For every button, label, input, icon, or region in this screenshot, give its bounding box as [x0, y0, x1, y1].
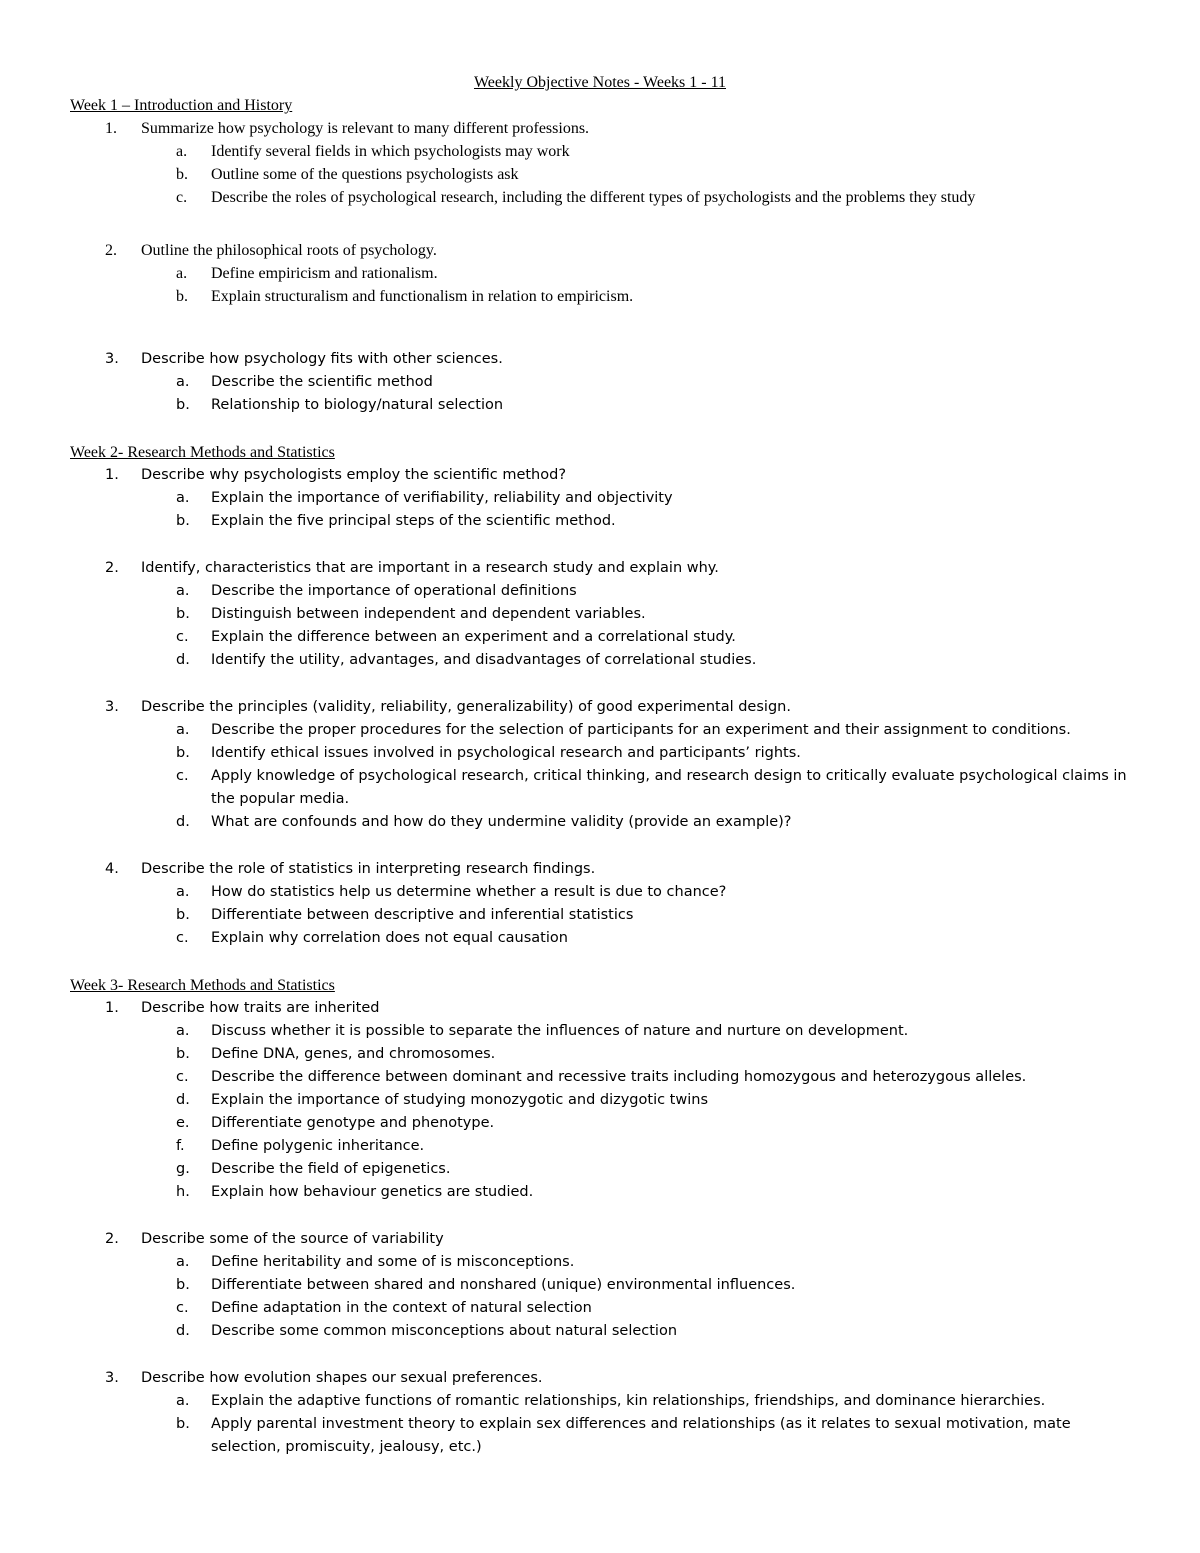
sub-objective-text: Define empiricism and rationalism.	[211, 265, 438, 282]
sub-objective-text: Relationship to biology/natural selection	[211, 397, 504, 413]
sub-objective-text: What are confounds and how do they undermine validity (provide an example)?	[211, 814, 792, 830]
sub-objective-item	[70, 904, 1140, 927]
sub-objective-item	[70, 1413, 1140, 1459]
sub-objective-letter: c.	[176, 768, 189, 784]
sub-objective-text: Distinguish between independent and dependent variables.	[211, 606, 646, 622]
objective-number: 2.	[105, 560, 119, 576]
sub-objective-letter: b.	[176, 1277, 190, 1293]
sub-objective-item	[70, 1066, 1140, 1089]
sub-objective-letter: b.	[176, 397, 190, 413]
objective-number: 3.	[105, 351, 119, 367]
sub-objective-item	[70, 1390, 1140, 1413]
sub-objective-item	[70, 1043, 1140, 1066]
objective-text: Describe how evolution shapes our sexual preferences.	[141, 1370, 543, 1386]
sub-objective-text: Explain the difference between an experiment and a correlational study.	[211, 629, 736, 645]
sub-objective-item	[70, 1089, 1140, 1112]
sub-objective-text: Identify ethical issues involved in psychological research and participants’ rights.	[211, 745, 801, 761]
sub-objective-letter: a.	[176, 1393, 190, 1409]
sub-objective-letter: b.	[176, 1416, 190, 1432]
sub-objective-letter: c.	[176, 189, 188, 206]
sub-objective-text: Differentiate between descriptive and inferential statistics	[211, 907, 634, 923]
sub-objective-item	[70, 765, 1140, 811]
sub-objective-item	[70, 1020, 1140, 1043]
sub-objective-item	[70, 580, 1140, 603]
sub-objective-letter: a.	[176, 265, 188, 282]
sub-objective-item	[70, 1297, 1140, 1320]
objective-text: Outline the philosophical roots of psychology.	[141, 242, 437, 259]
objective-text: Describe how psychology fits with other sciences.	[141, 351, 503, 367]
sub-objective-letter: c.	[176, 1300, 189, 1316]
sub-objective-item	[70, 927, 1140, 950]
sub-objective-item	[70, 163, 1140, 186]
sub-objective-letter: e.	[176, 1115, 190, 1131]
objective-text: Describe why psychologists employ the scientific method?	[141, 467, 567, 483]
sub-objective-text: Define DNA, genes, and chromosomes.	[211, 1046, 496, 1062]
sub-objective-letter: a.	[176, 583, 190, 599]
sub-objective-letter: d.	[176, 1092, 190, 1108]
sub-objective-item	[70, 371, 1140, 394]
sub-objective-text: Outline some of the questions psychologists ask	[211, 166, 519, 183]
sub-objective-text: Describe the importance of operational definitions	[211, 583, 577, 599]
objective-item	[70, 997, 1140, 1020]
sub-objective-text: Apply knowledge of psychological research, critical thinking, and research design to critically evaluate psychological claims in the popular media.	[211, 768, 1127, 807]
sub-objective-letter: h.	[176, 1184, 190, 1200]
weeks-content	[70, 348, 1140, 1459]
sub-objective-item	[70, 262, 1140, 285]
objective-item	[70, 557, 1140, 580]
objective-number: 2.	[105, 1231, 119, 1247]
objective-text: Describe the role of statistics in interpreting research findings.	[141, 861, 596, 877]
sub-objective-text: Explain the adaptive functions of romantic relationships, kin relationships, friendships, and dominance hierarchies.	[211, 1393, 1046, 1409]
objective-item	[70, 1367, 1140, 1390]
sub-objective-item	[70, 487, 1140, 510]
objective-number: 3.	[105, 1370, 119, 1386]
objective-item	[70, 858, 1140, 881]
sub-objective-letter: d.	[176, 1323, 190, 1339]
sub-objective-item	[70, 719, 1140, 742]
sub-objective-text: Define adaptation in the context of natural selection	[211, 1300, 592, 1316]
sub-objective-text: Describe the roles of psychological research, including the different types of psychologists and the problems they study	[211, 189, 976, 206]
sub-objective-letter: b.	[176, 513, 190, 529]
sub-objective-text: How do statistics help us determine whether a result is due to chance?	[211, 884, 727, 900]
sub-objective-text: Explain the importance of studying monozygotic and dizygotic twins	[211, 1092, 709, 1108]
sub-objective-item	[70, 1158, 1140, 1181]
sub-objective-letter: g.	[176, 1161, 190, 1177]
sub-objective-text: Explain why correlation does not equal causation	[211, 930, 568, 946]
sub-objective-text: Apply parental investment theory to explain sex differences and relationships (as it relates to sexual motivation, mate selection, promiscuity, jealousy, etc.)	[211, 1416, 1071, 1455]
objective-item	[70, 348, 1140, 371]
objective-item	[70, 1228, 1140, 1251]
objective-number: 1.	[105, 120, 117, 137]
sub-objective-text: Define heritability and some of is misconceptions.	[211, 1254, 575, 1270]
sub-objective-text: Differentiate genotype and phenotype.	[211, 1115, 495, 1131]
sub-objective-item	[70, 649, 1140, 672]
sub-objective-text: Explain structuralism and functionalism in relation to empiricism.	[211, 288, 634, 305]
sub-objective-letter: a.	[176, 490, 190, 506]
objective-number: 3.	[105, 699, 119, 715]
sub-objective-item	[70, 186, 1140, 209]
sub-objective-text: Differentiate between shared and nonshared (unique) environmental influences.	[211, 1277, 796, 1293]
sub-objective-letter: b.	[176, 606, 190, 622]
sub-objective-letter: c.	[176, 629, 189, 645]
sub-objective-letter: d.	[176, 814, 190, 830]
sub-objective-text: Describe some common misconceptions about natural selection	[211, 1323, 678, 1339]
sub-objective-item	[70, 881, 1140, 904]
sub-objective-letter: c.	[176, 1069, 189, 1085]
week-heading: Week 2- Research Methods and Statistics	[70, 444, 335, 461]
objective-number: 1.	[105, 467, 119, 483]
objective-item	[70, 117, 1140, 140]
objective-item	[70, 239, 1140, 262]
sub-objective-text: Explain how behaviour genetics are studied.	[211, 1184, 534, 1200]
sub-objective-item	[70, 1251, 1140, 1274]
sub-objective-item	[70, 626, 1140, 649]
sub-objective-text: Identify several fields in which psychologists may work	[211, 143, 570, 160]
sub-objective-item	[70, 1274, 1140, 1297]
objective-item	[70, 696, 1140, 719]
sub-objective-text: Explain the importance of verifiability, reliability and objectivity	[211, 490, 673, 506]
sub-objective-item	[70, 603, 1140, 626]
sub-objective-letter: b.	[176, 745, 190, 761]
sub-objective-text: Describe the field of epigenetics.	[211, 1161, 451, 1177]
sub-objective-text: Describe the difference between dominant and recessive traits including homozygous and heterozygous alleles.	[211, 1069, 1027, 1085]
sub-objective-item	[70, 1135, 1140, 1158]
sub-objective-letter: a.	[176, 1254, 190, 1270]
objective-text: Describe some of the source of variability	[141, 1231, 444, 1247]
sub-objective-text: Identify the utility, advantages, and disadvantages of correlational studies.	[211, 652, 757, 668]
sub-objective-text: Explain the five principal steps of the scientific method.	[211, 513, 616, 529]
sub-objective-item	[70, 811, 1140, 834]
objective-number: 4.	[105, 861, 119, 877]
sub-objective-item	[70, 140, 1140, 163]
objective-number: 2.	[105, 242, 117, 259]
sub-objective-letter: a.	[176, 722, 190, 738]
sub-objective-item	[70, 394, 1140, 417]
sub-objective-letter: b.	[176, 166, 188, 183]
objective-item	[70, 464, 1140, 487]
objective-text: Summarize how psychology is relevant to many different professions.	[141, 120, 590, 137]
week-1-section	[70, 94, 1140, 308]
week-heading: Week 3- Research Methods and Statistics	[70, 977, 335, 994]
sub-objective-letter: f.	[176, 1138, 185, 1154]
sub-objective-text: Define polygenic inheritance.	[211, 1138, 425, 1154]
sub-objective-letter: d.	[176, 652, 190, 668]
sub-objective-letter: a.	[176, 884, 190, 900]
objective-text: Identify, characteristics that are important in a research study and explain why.	[141, 560, 719, 576]
sub-objective-item	[70, 1181, 1140, 1204]
document-title: Weekly Objective Notes - Weeks 1 - 11	[473, 74, 726, 91]
sub-objective-letter: b.	[176, 288, 188, 305]
sub-objective-item	[70, 285, 1140, 308]
sub-objective-text: Describe the scientific method	[211, 374, 433, 390]
sub-objective-item	[70, 742, 1140, 765]
objective-number: 1.	[105, 1000, 119, 1016]
sub-objective-text: Describe the proper procedures for the selection of participants for an experiment and their assignment to conditions.	[211, 722, 1071, 738]
sub-objective-letter: b.	[176, 907, 190, 923]
sub-objective-item	[70, 1320, 1140, 1343]
sub-objective-letter: a.	[176, 1023, 190, 1039]
sub-objective-item	[70, 510, 1140, 533]
sub-objective-letter: b.	[176, 1046, 190, 1062]
sub-objective-letter: a.	[176, 143, 188, 160]
objective-text: Describe how traits are inherited	[141, 1000, 380, 1016]
sub-objective-text: Discuss whether it is possible to separate the influences of nature and nurture on development.	[211, 1023, 909, 1039]
sub-objective-item	[70, 1112, 1140, 1135]
sub-objective-letter: a.	[176, 374, 190, 390]
sub-objective-letter: c.	[176, 930, 189, 946]
week-heading: Week 1 – Introduction and History	[70, 97, 293, 114]
objective-text: Describe the principles (validity, reliability, generalizability) of good experimental design.	[141, 699, 791, 715]
